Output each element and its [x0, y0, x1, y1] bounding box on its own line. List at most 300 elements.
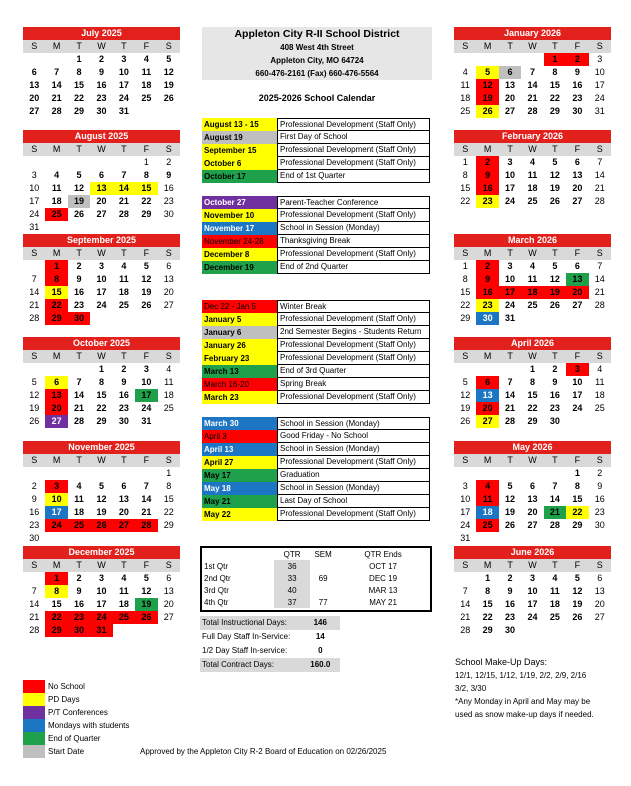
day-cell: 8: [462, 274, 468, 284]
empty-cell: [90, 156, 112, 169]
day-cell: 8: [574, 481, 580, 491]
day-cell: 26: [141, 300, 152, 310]
day-cell: 30: [68, 624, 90, 637]
day-cell: 13: [572, 170, 583, 180]
day-cell: 27: [572, 300, 583, 310]
day-cell: 4: [476, 480, 498, 493]
weekday-label: T: [113, 454, 135, 467]
day-cell: 16: [549, 390, 560, 400]
day-cell: 29: [96, 416, 107, 426]
weekday-label: F: [566, 559, 588, 572]
day-cell: 5: [574, 573, 580, 583]
day-cell: 8: [98, 377, 104, 387]
district-address: 408 West 4th Street: [280, 43, 354, 52]
legend-item: [23, 693, 129, 706]
day-cell: 30: [163, 209, 174, 219]
day-cell: 21: [118, 196, 129, 206]
day-cell: 23: [476, 299, 498, 312]
qtr-ends-header: QTR Ends: [364, 549, 402, 559]
day-cell: 14: [29, 599, 40, 609]
event-row: [202, 248, 430, 261]
day-cell: 26: [29, 416, 40, 426]
day-cell: 28: [505, 416, 516, 426]
weekday-label: M: [476, 40, 498, 53]
day-cell: 27: [572, 196, 583, 206]
legend-swatch: [23, 706, 45, 719]
empty-cell: [68, 156, 90, 169]
quarter-end: DEC 19: [369, 573, 398, 583]
weekday-label: M: [45, 350, 67, 363]
event-row: [202, 157, 430, 170]
day-cell: 22: [141, 196, 152, 206]
day-cell: 3: [121, 54, 127, 64]
day-cell: 4: [54, 170, 60, 180]
weekday-label: S: [158, 247, 180, 260]
day-cell: 7: [529, 67, 535, 77]
day-cell: 2: [31, 481, 37, 491]
day-cell: 16: [96, 80, 107, 90]
day-cell: 3: [597, 54, 603, 64]
event-date: October 6: [202, 157, 277, 170]
day-cell: 12: [96, 494, 107, 504]
day-cell: 12: [163, 67, 174, 77]
event-description: Professional Development (Staff Only): [277, 352, 430, 365]
day-cell: 5: [76, 170, 82, 180]
quarter-end: MAR 13: [368, 585, 398, 595]
weekday-label: T: [544, 559, 566, 572]
weekday-label: S: [23, 40, 45, 53]
quarter-label: 3rd Qtr: [204, 585, 229, 595]
day-cell: 27: [96, 209, 107, 219]
event-description: Professional Development (Staff Only): [277, 157, 430, 170]
day-cell: 5: [143, 261, 149, 271]
empty-cell: [45, 53, 67, 66]
district-name: Appleton City R-II School District: [234, 28, 400, 40]
day-cell: 7: [552, 481, 558, 491]
day-cell: 9: [507, 586, 513, 596]
weekday-label: W: [90, 247, 112, 260]
legend-item: [23, 680, 129, 693]
weekday-label: S: [23, 559, 45, 572]
empty-cell: [521, 467, 543, 480]
day-cell: 12: [505, 494, 516, 504]
month-october-2025: [23, 337, 180, 428]
day-cell: 29: [549, 106, 560, 116]
event-row: [202, 391, 430, 404]
event-description: Graduation: [277, 469, 430, 482]
day-cell: 12: [74, 183, 85, 193]
empty-cell: [454, 363, 476, 376]
day-cell: 23: [505, 612, 516, 622]
day-cell: 9: [121, 377, 127, 387]
event-row: [202, 417, 430, 430]
day-cell: 18: [521, 286, 543, 299]
event-row: [202, 196, 430, 209]
day-cell: 24: [90, 611, 112, 624]
weekday-label: T: [113, 247, 135, 260]
event-row: [202, 235, 430, 248]
event-date: March 16-20: [202, 378, 277, 391]
day-cell: 7: [76, 377, 82, 387]
weekday-label: W: [521, 559, 543, 572]
day-cell: 4: [529, 261, 535, 271]
day-cell: 16: [74, 599, 85, 609]
day-cell: 11: [74, 494, 84, 504]
day-cell: 22: [45, 299, 67, 312]
day-cell: 11: [164, 377, 174, 387]
day-cell: 28: [594, 300, 605, 310]
day-cell: 4: [121, 261, 127, 271]
day-cell: 12: [141, 586, 152, 596]
day-cell: 23: [68, 611, 90, 624]
day-cell: 5: [462, 377, 468, 387]
weekday-label: F: [566, 247, 588, 260]
weekday-label: S: [589, 247, 611, 260]
day-cell: 20: [29, 93, 40, 103]
day-cell: 25: [45, 208, 67, 221]
day-cell: 1: [45, 572, 67, 585]
quarter-end: OCT 17: [369, 561, 397, 571]
day-cell: 20: [476, 402, 498, 415]
district-header: [202, 27, 432, 80]
day-cell: 20: [594, 599, 605, 609]
event-row: [202, 300, 430, 313]
day-cell: 29: [482, 625, 493, 635]
day-cell: 19: [135, 598, 157, 611]
empty-cell: [499, 53, 521, 66]
day-cell: 23: [96, 93, 107, 103]
day-cell: 3: [31, 170, 37, 180]
day-cell: 21: [460, 612, 471, 622]
empty-cell: [45, 467, 67, 480]
day-cell: 24: [572, 403, 583, 413]
day-cell: 8: [76, 67, 82, 77]
weekday-label: T: [499, 559, 521, 572]
day-cell: 20: [163, 599, 174, 609]
day-cell: 19: [163, 80, 174, 90]
semester-days: 69: [318, 573, 328, 583]
day-cell: 17: [594, 80, 605, 90]
event-date: March 13: [202, 365, 277, 378]
day-cell: 24: [460, 520, 471, 530]
weekday-label: F: [135, 454, 157, 467]
day-cell: 2: [566, 53, 588, 66]
day-cell: 1: [574, 468, 580, 478]
day-cell: 22: [74, 93, 85, 103]
day-cell: 15: [527, 390, 538, 400]
day-cell: 8: [529, 377, 535, 387]
month-june-2026: [454, 546, 611, 637]
event-description: Professional Development (Staff Only): [277, 118, 430, 131]
day-cell: 2: [552, 364, 558, 374]
day-cell: 1: [462, 261, 468, 271]
day-cell: 13: [90, 182, 112, 195]
day-cell: 26: [549, 300, 560, 310]
day-cell: 3: [45, 480, 67, 493]
month-may-2026: [454, 441, 611, 545]
day-cell: 10: [505, 274, 516, 284]
day-cell: 6: [45, 376, 67, 389]
event-date: April 27: [202, 456, 277, 469]
event-date: April 13: [202, 443, 277, 456]
quarter-row: [202, 560, 430, 572]
day-cell: 22: [482, 612, 493, 622]
event-description: 2nd Semester Begins - Students Return: [277, 326, 430, 339]
event-row: [202, 365, 430, 378]
semester-days: [310, 584, 336, 596]
day-cell: 12: [460, 390, 471, 400]
weekday-label: M: [476, 247, 498, 260]
legend-swatch: [23, 732, 45, 745]
day-cell: 1: [76, 54, 82, 64]
weekday-label: S: [23, 143, 45, 156]
day-cell: 7: [31, 274, 37, 284]
total-row: [200, 658, 340, 672]
empty-cell: [23, 156, 45, 169]
total-label: Total Contract Days:: [202, 660, 275, 669]
day-cell: 4: [552, 573, 558, 583]
day-cell: 22: [96, 403, 107, 413]
event-date: Dec 22 - Jan 5: [202, 300, 277, 313]
event-date: August 13 - 15: [202, 118, 277, 131]
weekday-label: T: [499, 143, 521, 156]
day-cell: 21: [141, 507, 152, 517]
event-description: Professional Development (Staff Only): [277, 456, 430, 469]
day-cell: 9: [98, 67, 104, 77]
weekday-label: S: [454, 350, 476, 363]
legend-item: [23, 706, 129, 719]
total-value: 160.0: [310, 660, 331, 669]
day-cell: 15: [163, 494, 174, 504]
weekday-label: T: [68, 350, 90, 363]
day-cell: 20: [572, 183, 583, 193]
weekday-label: S: [23, 350, 45, 363]
day-cell: 28: [51, 106, 62, 116]
day-cell: 18: [163, 390, 174, 400]
day-cell: 3: [143, 364, 149, 374]
day-cell: 7: [54, 67, 60, 77]
day-cell: 19: [68, 195, 90, 208]
day-cell: 20: [163, 287, 174, 297]
event-row: [202, 430, 430, 443]
day-cell: 27: [29, 106, 40, 116]
day-cell: 30: [118, 416, 129, 426]
day-cell: 23: [572, 93, 583, 103]
day-cell: 14: [549, 494, 560, 504]
event-description: Spring Break: [277, 378, 430, 391]
month-title: August 2025: [23, 130, 180, 143]
day-cell: 27: [527, 520, 538, 530]
event-row: [202, 508, 430, 521]
event-date: February 23: [202, 352, 277, 365]
day-cell: 30: [68, 312, 90, 325]
day-cell: 13: [566, 273, 588, 286]
weekday-label: S: [23, 247, 45, 260]
day-cell: 28: [74, 416, 85, 426]
district-city: Appleton City, MO 64724: [270, 56, 364, 65]
day-cell: 28: [118, 209, 129, 219]
day-cell: 26: [90, 519, 112, 532]
event-date: October 27: [202, 196, 277, 209]
event-date: January 26: [202, 339, 277, 352]
event-row: [202, 456, 430, 469]
day-cell: 1: [98, 364, 104, 374]
day-cell: 5: [31, 377, 37, 387]
day-cell: 24: [505, 300, 516, 310]
event-description: Professional Development (Staff Only): [277, 339, 430, 352]
day-cell: 18: [460, 93, 471, 103]
day-cell: 13: [594, 586, 605, 596]
weekday-label: T: [544, 247, 566, 260]
total-label: Total Instructional Days:: [202, 618, 287, 627]
day-cell: 14: [594, 274, 605, 284]
makeup-days-note: [455, 656, 625, 721]
weekday-label: M: [45, 247, 67, 260]
day-cell: 11: [527, 170, 538, 180]
event-date: January 5: [202, 313, 277, 326]
day-cell: 5: [166, 54, 172, 64]
weekday-label: T: [499, 350, 521, 363]
day-cell: 24: [527, 612, 538, 622]
day-cell: 6: [166, 573, 172, 583]
event-row: [202, 261, 430, 274]
weekday-label: M: [476, 350, 498, 363]
day-cell: 26: [163, 93, 174, 103]
day-cell: 27: [476, 415, 498, 428]
weekday-label: W: [90, 40, 112, 53]
month-title: July 2025: [23, 27, 180, 40]
day-cell: 6: [597, 573, 603, 583]
day-cell: 27: [163, 300, 174, 310]
legend-label: End of Quarter: [48, 734, 101, 743]
month-title: November 2025: [23, 441, 180, 454]
quarter-days: 33: [274, 572, 310, 584]
day-cell: 29: [527, 416, 538, 426]
weekday-label: T: [68, 454, 90, 467]
day-cell: 13: [505, 80, 516, 90]
day-cell: 25: [527, 196, 538, 206]
day-cell: 23: [163, 196, 174, 206]
day-cell: 24: [118, 93, 129, 103]
day-cell: 29: [460, 313, 471, 323]
day-cell: 1: [462, 157, 468, 167]
day-cell: 22: [163, 507, 174, 517]
total-value: 0: [318, 646, 323, 655]
day-cell: 2: [166, 157, 172, 167]
quarter-summary-table: [200, 546, 432, 612]
month-title: October 2025: [23, 337, 180, 350]
day-cell: 25: [594, 403, 605, 413]
day-cell: 27: [113, 519, 135, 532]
day-cell: 16: [572, 80, 583, 90]
legend-label: Start Date: [48, 747, 85, 756]
weekday-label: W: [521, 350, 543, 363]
weekday-label: F: [135, 559, 157, 572]
empty-cell: [23, 53, 45, 66]
day-cell: 5: [552, 157, 558, 167]
day-cell: 16: [594, 494, 605, 504]
day-cell: 9: [31, 494, 37, 504]
day-cell: 10: [527, 586, 538, 596]
empty-cell: [476, 53, 498, 66]
day-cell: 10: [96, 586, 107, 596]
legend-swatch: [23, 719, 45, 732]
day-cell: 16: [74, 287, 85, 297]
event-description: End of 2nd Quarter: [277, 261, 430, 274]
day-cell: 15: [51, 599, 62, 609]
empty-cell: [454, 572, 476, 585]
event-date: May 18: [202, 482, 277, 495]
day-cell: 13: [29, 80, 40, 90]
day-cell: 26: [476, 105, 498, 118]
day-cell: 5: [552, 261, 558, 271]
day-cell: 28: [594, 196, 605, 206]
day-cell: 19: [572, 599, 583, 609]
legend-label: Mondays with students: [48, 721, 130, 730]
day-cell: 18: [476, 506, 498, 519]
day-cell: 12: [549, 170, 560, 180]
day-cell: 11: [476, 493, 498, 506]
day-cell: 19: [544, 286, 566, 299]
day-cell: 20: [527, 507, 538, 517]
day-cell: 22: [45, 611, 67, 624]
day-cell: 19: [29, 403, 40, 413]
day-cell: 3: [566, 363, 588, 376]
empty-cell: [544, 467, 566, 480]
day-cell: 8: [143, 170, 149, 180]
day-cell: 9: [552, 377, 558, 387]
empty-cell: [68, 467, 90, 480]
quarter-row: [202, 584, 430, 596]
day-cell: 14: [51, 80, 62, 90]
total-row: [200, 616, 340, 630]
day-cell: 18: [74, 507, 85, 517]
day-cell: 25: [460, 106, 471, 116]
event-description: School in Session (Monday): [277, 222, 430, 235]
day-cell: 15: [549, 80, 560, 90]
day-cell: 25: [527, 300, 538, 310]
event-date: May 21: [202, 495, 277, 508]
day-cell: 17: [505, 183, 516, 193]
legend-swatch: [23, 680, 45, 693]
day-cell: 21: [29, 612, 40, 622]
event-date: March 23: [202, 391, 277, 404]
day-cell: 13: [118, 494, 129, 504]
day-cell: 17: [460, 507, 471, 517]
day-cell: 19: [505, 507, 516, 517]
day-cell: 31: [460, 533, 471, 543]
event-description: First Day of School: [277, 131, 430, 144]
day-cell: 6: [574, 261, 580, 271]
day-cell: 25: [68, 519, 90, 532]
event-row: [202, 118, 430, 131]
weekday-label: F: [135, 143, 157, 156]
weekday-label: S: [158, 559, 180, 572]
day-cell: 27: [594, 612, 605, 622]
day-cell: 12: [29, 390, 40, 400]
weekday-label: F: [566, 454, 588, 467]
day-cell: 10: [505, 170, 516, 180]
event-date: November 24-28: [202, 235, 277, 248]
color-legend: [23, 680, 129, 758]
day-cell: 20: [45, 402, 67, 415]
event-description: Professional Development (Staff Only): [277, 209, 430, 222]
weekday-label: W: [521, 454, 543, 467]
day-cell: 13: [45, 389, 67, 402]
event-description: End of 1st Quarter: [277, 170, 430, 183]
weekday-label: S: [589, 559, 611, 572]
month-november-2025: [23, 441, 180, 545]
